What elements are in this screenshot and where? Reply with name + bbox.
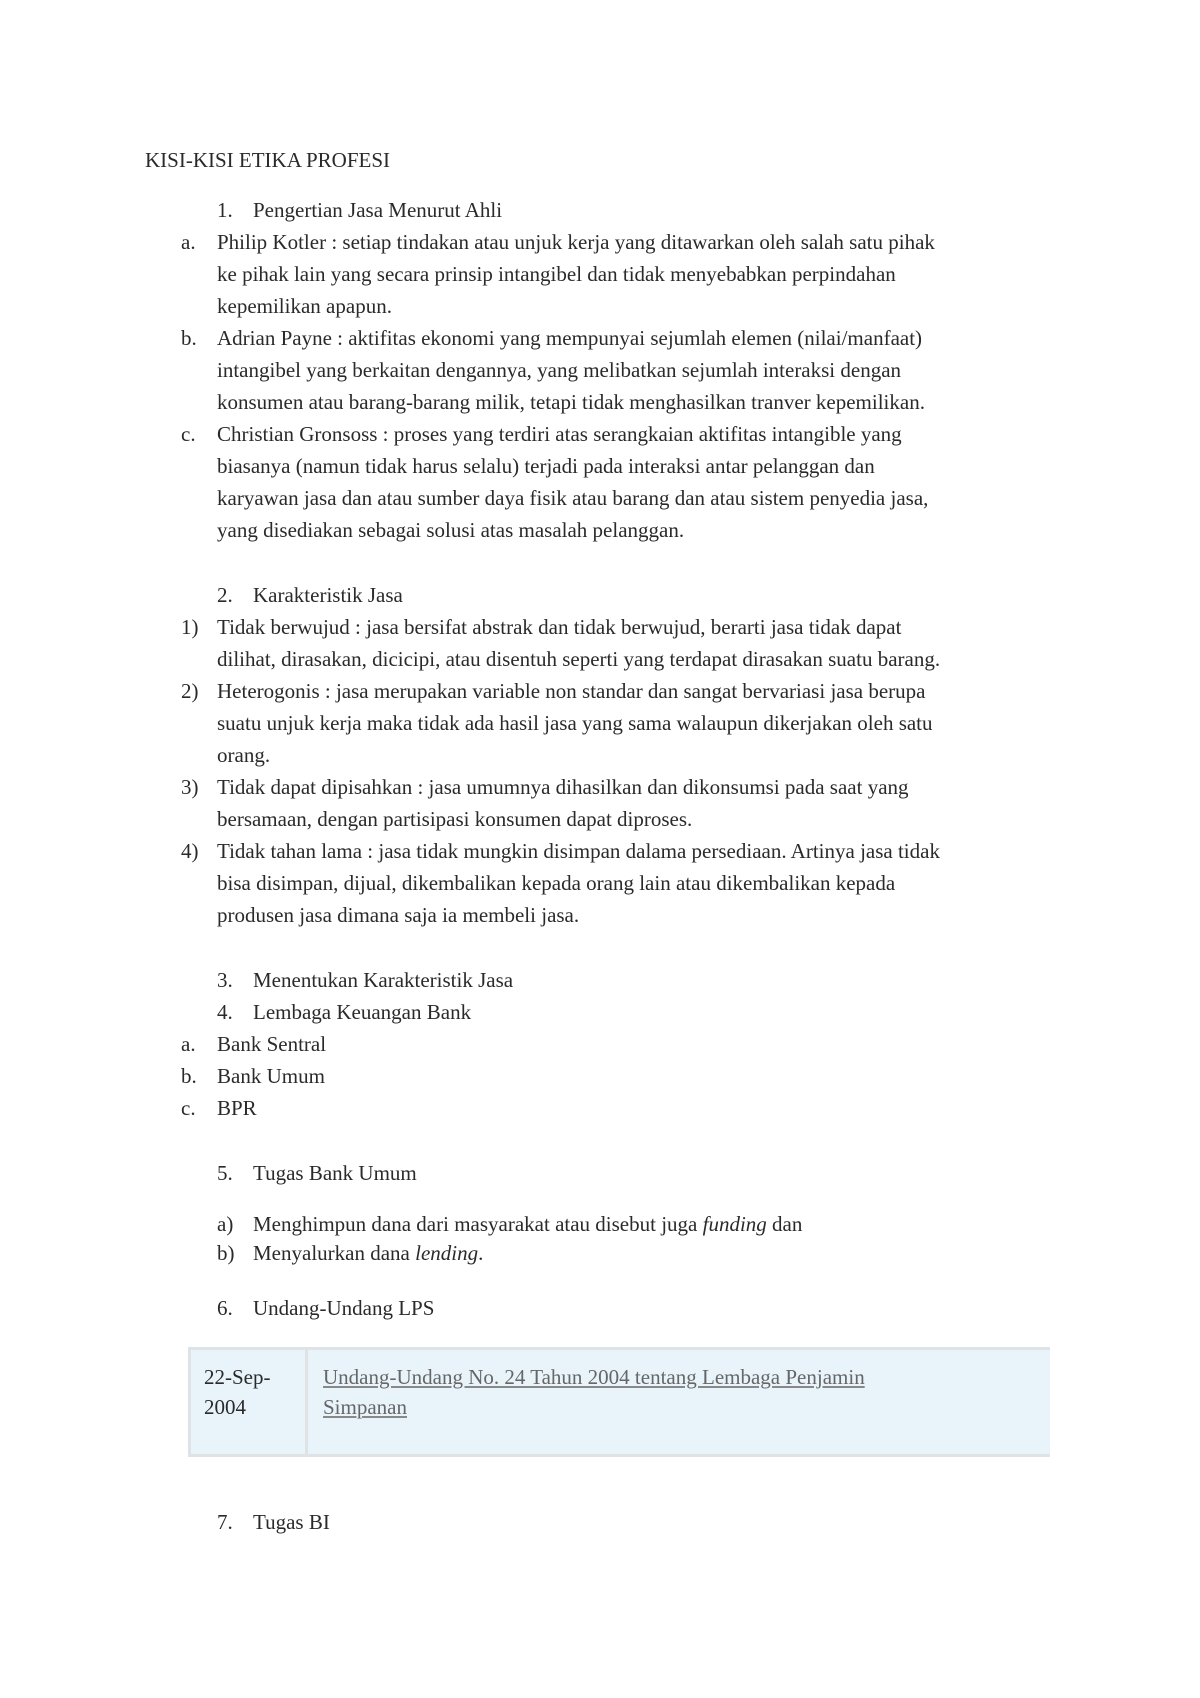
s2-item-2-text [217, 675, 933, 771]
s2-item-1-text [217, 611, 940, 675]
italic-term: funding [702, 1212, 767, 1236]
s2-item-3-marker: 3) [181, 775, 199, 799]
text-line: bisa disimpan, dijual, dikembalikan kepada orang lain atau dikembalikan kepada [217, 871, 896, 895]
text-line: Tidak dapat dipisahkan : jasa umumnya dihasilkan dan dikonsumsi pada saat yang [217, 775, 909, 799]
s5-item-a-text [253, 1210, 802, 1238]
date-line: 22-Sep- [204, 1365, 271, 1389]
s2-item-4-text [217, 835, 940, 931]
italic-term: lending [415, 1241, 479, 1265]
table-cell-law [311, 1350, 1050, 1466]
s2-item-3-text [217, 771, 909, 835]
link-line[interactable]: Simpanan [323, 1395, 407, 1419]
s1-item-c-text [217, 418, 928, 546]
section-3-number: 3. [217, 968, 233, 992]
text-line: kepemilikan apapun. [217, 294, 392, 318]
text-line: Adrian Payne : aktifitas ekonomi yang mempunyai sejumlah elemen (nilai/manfaat) [217, 326, 923, 350]
lps-law-table [188, 1347, 1050, 1457]
text-line: yang disediakan sebagai solusi atas masalah pelanggan. [217, 518, 685, 542]
text-segment: dan [766, 1212, 803, 1236]
section-5-heading: Tugas Bank Umum [253, 1161, 417, 1185]
section-6-number: 6. [217, 1296, 233, 1320]
s5-item-b-text [253, 1239, 483, 1267]
section-2-heading: Karakteristik Jasa [253, 583, 403, 607]
s5-item-a-marker: a) [217, 1212, 234, 1236]
text-line: Heterogonis : jasa merupakan variable non standar dan sangat bervariasi jasa berupa [217, 679, 926, 703]
table-cell-date [191, 1350, 308, 1454]
section-7-heading: Tugas BI [253, 1510, 330, 1534]
s5-item-b-marker: b) [217, 1241, 235, 1265]
s4-item-a-marker: a. [181, 1032, 196, 1056]
s4-item-b-text: Bank Umum [217, 1064, 325, 1088]
section-7-number: 7. [217, 1510, 233, 1534]
text-segment: Menghimpun dana dari masyarakat atau disebut juga [253, 1212, 703, 1236]
date-line: 2004 [204, 1395, 246, 1419]
s1-item-c-marker: c. [181, 422, 196, 446]
section-4-heading: Lembaga Keuangan Bank [253, 1000, 472, 1024]
s1-item-b-text [217, 322, 925, 418]
text-line: suatu unjuk kerja maka tidak ada hasil jasa yang sama walaupun dikerjakan oleh satu [217, 711, 933, 735]
text-line: Philip Kotler : setiap tindakan atau unjuk kerja yang ditawarkan oleh salah satu pihak [217, 230, 935, 254]
text-line: biasanya (namun tidak harus selalu) terjadi pada interaksi antar pelanggan dan [217, 454, 875, 478]
s2-item-2-marker: 2) [181, 679, 199, 703]
section-5-number: 5. [217, 1161, 233, 1185]
s4-item-a-text: Bank Sentral [217, 1032, 327, 1056]
s4-item-c-text: BPR [217, 1096, 257, 1120]
text-line: Tidak tahan lama : jasa tidak mungkin disimpan dalama persediaan. Artinya jasa tidak [217, 839, 940, 863]
text-line: konsumen atau barang-barang milik, tetapi tidak menghasilkan tranver kepemilikan. [217, 390, 925, 414]
text-line: ke pihak lain yang secara prinsip intangibel dan tidak menyebabkan perpindahan [217, 262, 896, 286]
s2-item-4-marker: 4) [181, 839, 199, 863]
section-1-number: 1. [217, 198, 233, 222]
s1-item-a-text [217, 226, 935, 322]
section-3-heading: Menentukan Karakteristik Jasa [253, 968, 514, 992]
s4-item-b-marker: b. [181, 1064, 197, 1088]
text-segment: Menyalurkan dana [253, 1241, 416, 1265]
document-title: KISI-KISI ETIKA PROFESI [145, 148, 391, 172]
text-line: dilihat, dirasakan, dicicipi, atau disentuh seperti yang terdapat dirasakan suatu barang. [217, 647, 941, 671]
text-line: Tidak berwujud : jasa bersifat abstrak dan tidak berwujud, berarti jasa tidak dapat [217, 615, 902, 639]
text-line: produsen jasa dimana saja ia membeli jasa. [217, 903, 580, 927]
section-6-heading: Undang-Undang LPS [253, 1296, 435, 1320]
s2-item-1-marker: 1) [181, 615, 199, 639]
section-1-heading: Pengertian Jasa Menurut Ahli [253, 198, 503, 222]
text-line: orang. [217, 743, 271, 767]
text-line: karyawan jasa dan atau sumber daya fisik atau barang dan atau sistem penyedia jasa, [217, 486, 929, 510]
text-line: intangibel yang berkaitan dengannya, yang melibatkan sejumlah interaksi dengan [217, 358, 902, 382]
section-4-number: 4. [217, 1000, 233, 1024]
s1-item-a-marker: a. [181, 230, 196, 254]
law-link[interactable] [323, 1365, 865, 1419]
section-2-number: 2. [217, 583, 233, 607]
s1-item-b-marker: b. [181, 326, 197, 350]
text-segment: . [478, 1241, 484, 1265]
s4-item-c-marker: c. [181, 1096, 196, 1120]
text-line: bersamaan, dengan partisipasi konsumen dapat diproses. [217, 807, 693, 831]
link-line[interactable]: Undang-Undang No. 24 Tahun 2004 tentang Lembaga Penjamin [323, 1365, 865, 1389]
text-line: Christian Gronsoss : proses yang terdiri atas serangkaian aktifitas intangible yang [217, 422, 902, 446]
